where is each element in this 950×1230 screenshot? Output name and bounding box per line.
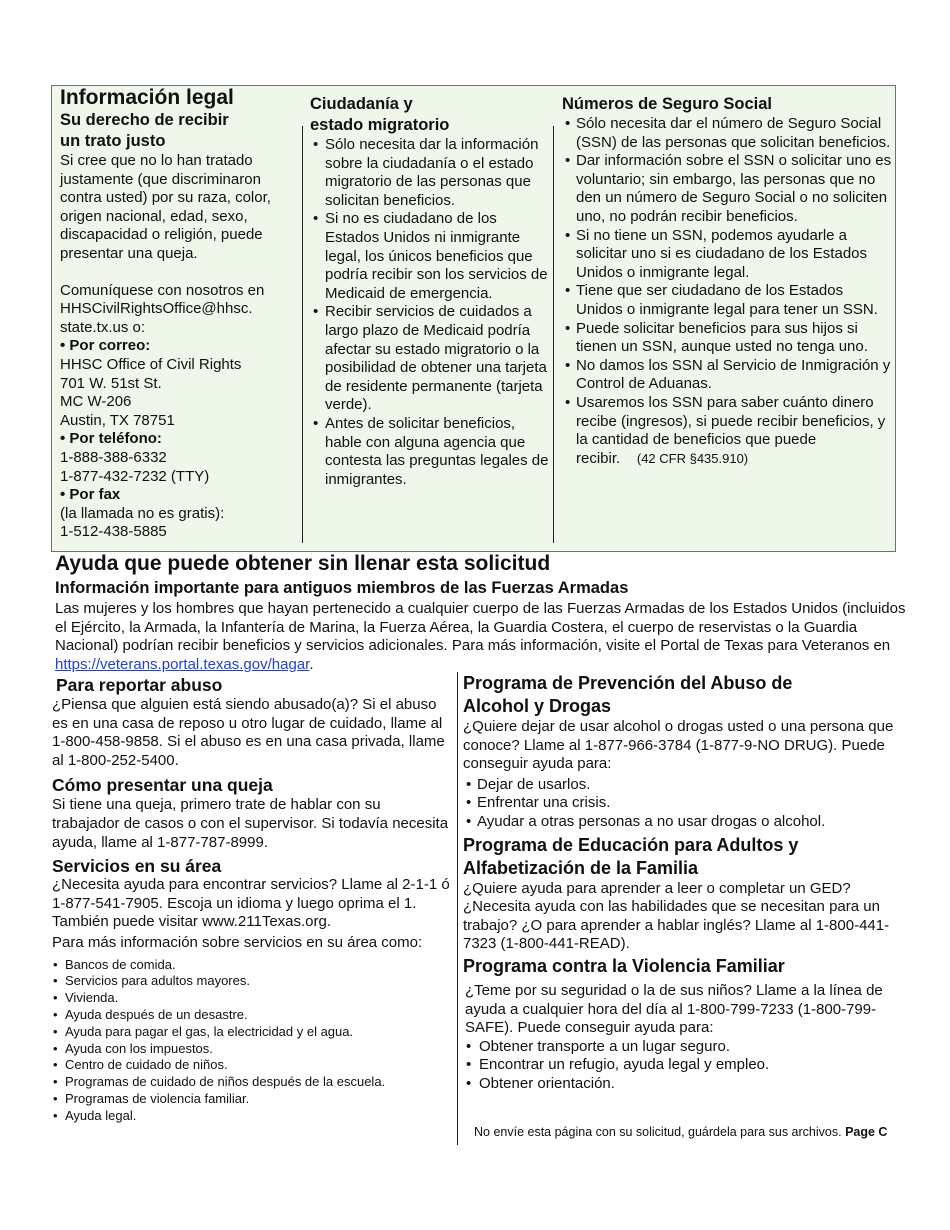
violence-heading: Programa contra la Violencia Familiar <box>463 955 785 976</box>
veterans-paragraph <box>55 600 915 674</box>
page-label: Page C <box>845 1125 888 1139</box>
mail-line: Austin, TX 78751 <box>60 411 175 429</box>
list-item: • Ayuda después de un desastre. <box>52 1007 452 1024</box>
list-item: • Programas de cuidado de niños después de la escuela. <box>52 1074 452 1091</box>
list-item: • Sólo necesita dar el número de Seguro Social (SSN) de las personas que solicitan beneficios. <box>562 115 892 152</box>
fair-treatment-paragraph: Si cree que no lo han tratado justamente (que discriminaron contra usted) por su raza, color, origen nacional, edad, sexo, discapacidad o religión, puede presentar una queja. <box>60 152 271 262</box>
literacy-text: ¿Quiere ayuda para aprender a leer o completar un GED? ¿Necesita ayuda con las habilidades que se necesitan para un trabajo? ¿O para aprender a hablar inglés? Llame al 1-800-441-7323 (1-800-441-READ). <box>463 879 890 953</box>
drugs-heading-1: Programa de Prevención del Abuso de <box>463 673 793 693</box>
contact-intro: Comuníquese con nosotros en HHSCivilRightsOffice@hhsc. state.tx.us o: <box>60 281 265 336</box>
list-item: • Enfrentar una crisis. <box>463 794 903 813</box>
list-item: • Obtener transporte a un lugar seguro. <box>463 1038 903 1057</box>
mail-line: 701 W. 51st St. <box>60 374 162 392</box>
drugs-heading-2: Alcohol y Drogas <box>463 696 612 716</box>
footer <box>474 1125 887 1139</box>
list-item: • Si no tiene un SSN, podemos ayudarle a solicitar uno si es ciudadano de los Estados Unidos o inmigrante legal. <box>562 227 892 283</box>
cfr-citation: (42 CFR §435.910) <box>636 450 749 466</box>
list-item: • No damos los SSN al Servicio de Inmigración y Control de Aduanas. <box>562 357 892 394</box>
ssn-list <box>562 115 892 468</box>
veterans-heading: Información importante para antiguos miembros de las Fuerzas Armadas <box>55 579 629 597</box>
help-title: Ayuda que puede obtener sin llenar esta solicitud <box>55 552 551 575</box>
column-divider <box>457 672 458 1145</box>
left-help-column <box>52 674 452 1125</box>
services-more: Para más información sobre servicios en su área como: <box>52 933 423 951</box>
list-item: • Si no es ciudadano de los Estados Unidos ni inmigrante legal, los únicos beneficios que podría recibir son los servicios de Medicaid de emergencia. <box>310 210 550 303</box>
list-item: • Sólo necesita dar la información sobre la ciudadanía o el estado migratorio de las personas que solicitan beneficios. <box>310 136 550 210</box>
list-item: • Recibir servicios de cuidados a largo plazo de Medicaid podría afectar su estado migratorio o la posibilidad de obtener una tarjeta de residente permanente (tarjeta verde). <box>310 303 550 415</box>
footer-note: No envíe esta página con su solicitud, guárdela para sus archivos. <box>474 1125 842 1139</box>
phone-label: • Por teléfono: <box>60 430 162 448</box>
services-text: ¿Necesita ayuda para encontrar servicios? Llame al 2-1-1 ó 1-877-541-7905. Escoja un idioma y luego oprima el 1. También puede visitar www.211Texas.org. <box>52 876 450 931</box>
mail-line: HHSC Office of Civil Rights <box>60 355 242 373</box>
fax-line: 1-512-438-5885 <box>60 523 167 541</box>
fair-treatment-heading-1: Su derecho de recibir <box>60 111 229 129</box>
ssn-column <box>562 94 892 468</box>
phone-line: 1-888-388-6332 <box>60 448 167 466</box>
complaint-text: Si tiene una queja, primero trate de hablar con su trabajador de casos o con el supervisor. Si todavía necesita ayuda, llame al 1-877-787-8999. <box>52 796 449 851</box>
list-item: • Obtener orientación. <box>463 1075 903 1094</box>
complaint-heading: Cómo presentar una queja <box>52 775 273 796</box>
fair-treatment-heading-2: un trato justo <box>60 132 166 150</box>
list-item: • Ayuda para pagar el gas, la electricidad y el agua. <box>52 1024 452 1041</box>
legal-info-box <box>51 85 896 552</box>
list-item: • Programas de violencia familiar. <box>52 1091 452 1108</box>
citizenship-heading-2: estado migratorio <box>310 116 450 134</box>
list-item: • Dejar de usarlos. <box>463 776 903 795</box>
phone-line: 1-877-432-7232 (TTY) <box>60 467 210 485</box>
list-item: • Vivienda. <box>52 990 452 1007</box>
fax-line: (la llamada no es gratis): <box>60 504 225 522</box>
column-divider <box>302 126 303 543</box>
abuse-heading: Para reportar abuso <box>56 675 223 695</box>
literacy-heading-2: Alfabetización de la Familia <box>463 857 699 878</box>
citizenship-heading-1: Ciudadanía y <box>310 95 413 113</box>
list-item: • Antes de solicitar beneficios, hable con alguna agencia que contesta las preguntas legales de inmigrantes. <box>310 415 550 489</box>
services-heading: Servicios en su área <box>52 856 222 877</box>
list-item: • Centro de cuidado de niños. <box>52 1057 452 1074</box>
services-list <box>52 957 452 1125</box>
list-item <box>562 394 892 468</box>
citizenship-list <box>310 136 550 489</box>
column-divider <box>553 126 554 543</box>
violence-list <box>463 1038 903 1094</box>
ssn-heading: Números de Seguro Social <box>562 95 772 113</box>
fax-label: • Por fax <box>60 486 121 504</box>
veterans-end: . <box>309 655 314 673</box>
list-item: • Ayudar a otras personas a no usar drogas o alcohol. <box>463 813 903 832</box>
literacy-heading-1: Programa de Educación para Adultos y <box>463 834 799 855</box>
list-item: • Servicios para adultos mayores. <box>52 973 452 990</box>
list-item: • Puede solicitar beneficios para sus hijos si tienen un SSN, aunque usted no tenga uno. <box>562 320 892 357</box>
drugs-list <box>463 776 903 832</box>
violence-text: ¿Teme por su seguridad o la de sus niños? Llame a la línea de ayuda a cualquier hora del día al 1-800-799-7233 (1-800-799-SAFE). Puede conseguir ayuda para: <box>465 981 883 1037</box>
legal-title: Información legal <box>60 86 234 109</box>
abuse-text: ¿Piensa que alguien está siendo abusado(a)? Si el abuso es en una casa de reposo u otro lugar de cuidado, llame al 1-800-458-9858. Si el abuso es en una casa privada, llame al 1-800-252-5400. <box>52 696 445 769</box>
list-item: • Bancos de comida. <box>52 957 452 974</box>
citizenship-column <box>310 94 550 489</box>
list-item: • Tiene que ser ciudadano de los Estados Unidos o inmigrante legal para tener un SSN. <box>562 282 892 319</box>
list-item: • Ayuda con los impuestos. <box>52 1041 452 1058</box>
drugs-text: ¿Quiere dejar de usar alcohol o drogas usted o una persona que conoce? Llame al 1-877-966-3784 (1-877-9-NO DRUG). Puede conseguir ayuda para: <box>463 718 894 773</box>
ssn-last-item: Usaremos los SSN para saber cuánto dinero recibe (ingresos), si puede recibir beneficios, y la cantidad de beneficios que puede recibir. <box>576 393 886 467</box>
list-item: • Dar información sobre el SSN o solicitar uno es voluntario; sin embargo, las personas que no den un número de Seguro Social o no soliciten uno, no podrán recibir beneficios. <box>562 152 892 226</box>
veterans-text: Las mujeres y los hombres que hayan pertenecido a cualquier cuerpo de las Fuerzas Armadas de los Estados Unidos (incluidos el Ejército, la Armada, la Infantería de Marina, la Fuerza Aérea, la Guardia Costera, el cuerpo de reservistas o la Guardia Nacional) podrían recibir beneficios y servicios adicionales. Para más información, visite el Portal de Texas para Veteranos en <box>55 600 906 655</box>
mail-line: MC W-206 <box>60 393 132 411</box>
veterans-link[interactable]: https://veterans.portal.texas.gov/hagar <box>55 655 310 673</box>
list-item: • Ayuda legal. <box>52 1108 452 1125</box>
list-item: • Encontrar un refugio, ayuda legal y empleo. <box>463 1056 903 1075</box>
fair-treatment-column <box>60 86 298 542</box>
right-help-column <box>463 672 903 1094</box>
mail-label: • Por correo: <box>60 337 151 355</box>
